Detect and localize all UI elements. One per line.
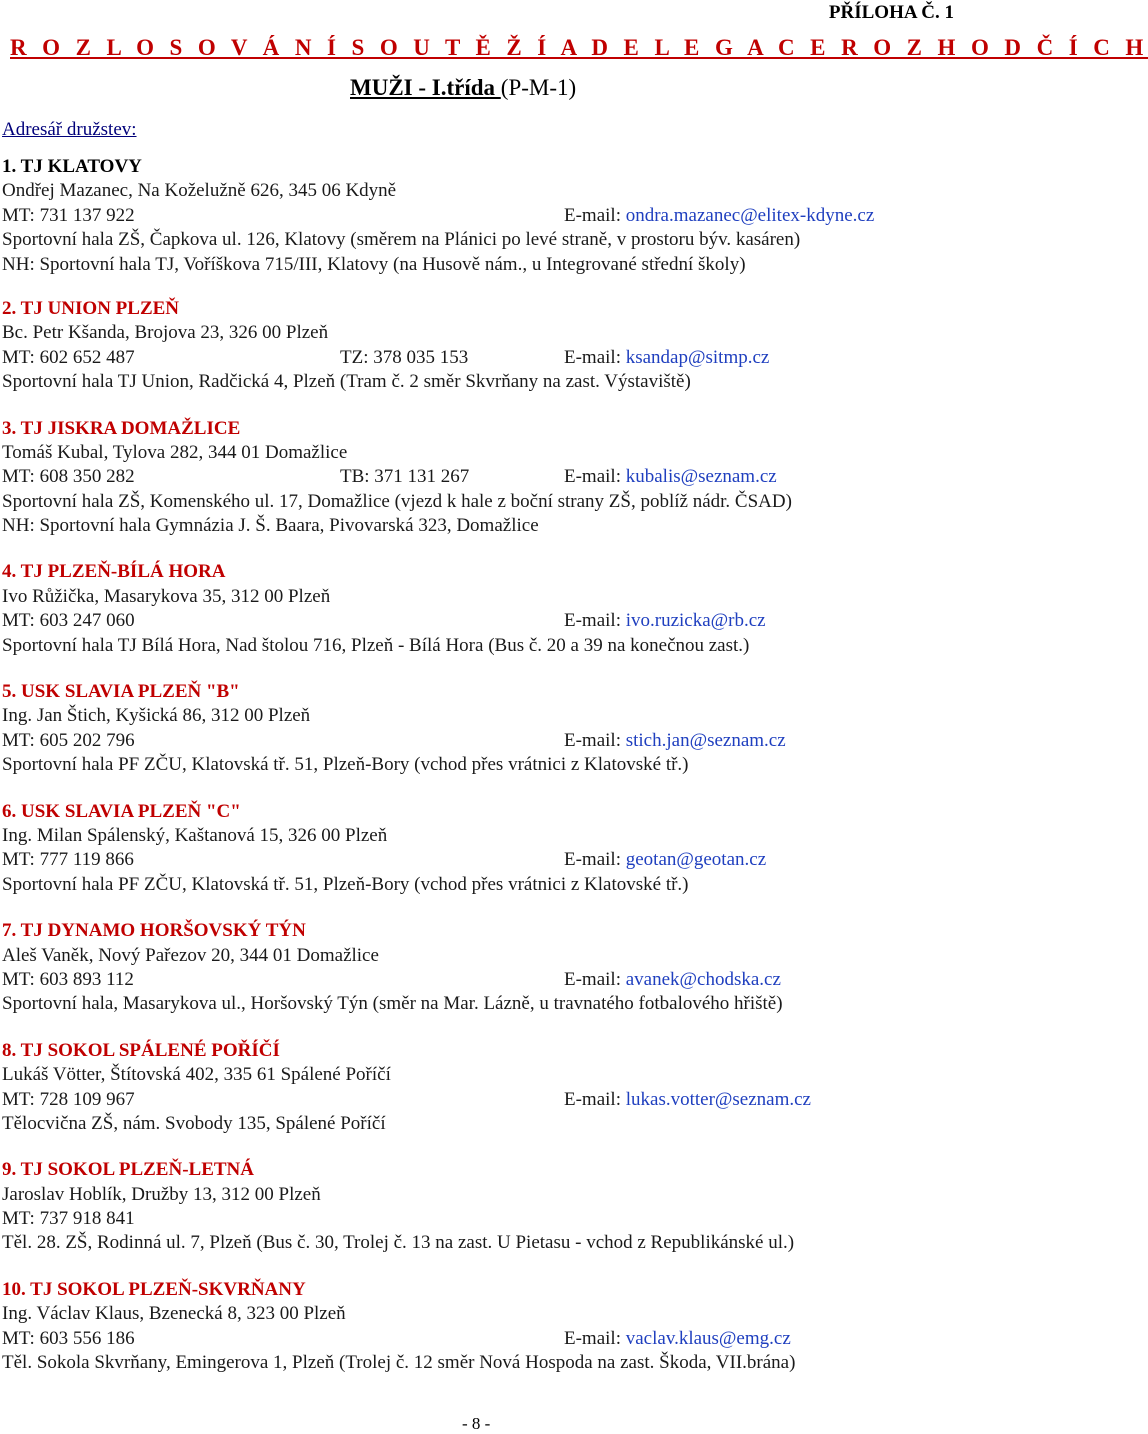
email-link[interactable]: avanek@chodska.cz [625,968,781,990]
email-link[interactable]: ivo.ruzicka@rb.cz [625,610,766,632]
club-entry [2,560,952,658]
email-label: E-mail: [564,466,621,488]
club-entry [2,417,952,539]
club-contact: Lukáš Vötter, Štítovská 402, 335 61 Spálené Poříčí [2,1064,391,1086]
club-name: 6. USK SLAVIA PLZEŇ "C" [2,800,241,822]
club-entry [2,919,952,1017]
club-name: 10. TJ SOKOL PLZEŇ-SKVRŇANY [2,1278,306,1300]
email-link[interactable]: ksandap@sitmp.cz [625,346,770,368]
email-link[interactable]: kubalis@seznam.cz [625,466,777,488]
club-name: 9. TJ SOKOL PLZEŇ-LETNÁ [2,1159,254,1181]
address-book-label: Adresář družstev: [2,119,137,140]
club-phone-row [2,1088,952,1112]
club-venue: Sportovní hala TJ Bílá Hora, Nad štolou 716, Plzeň - Bílá Hora (Bus č. 20 a 39 na konečnou zast.) [2,634,750,656]
club-phone-row [2,1327,952,1351]
club-entry [2,155,952,277]
club-alt-venue: NH: Sportovní hala TJ, Voříškova 715/III, Klatovy (na Husově nám., u Integrované střední školy) [2,253,746,275]
mobile-phone: MT: 603 556 186 [2,1327,135,1349]
club-venue: Sportovní hala ZŠ, Čapkova ul. 126, Klatovy (směrem na Plánici po levé straně, v prostoru býv. kasáren) [2,229,801,251]
email-field [564,1327,791,1351]
club-phone-row [2,465,952,489]
mobile-phone: MT: 603 893 112 [2,968,134,990]
email-label: E-mail: [564,729,621,751]
mobile-phone: MT: 737 918 841 [2,1208,135,1230]
email-label: E-mail: [564,204,621,226]
club-entry [2,1278,952,1376]
email-field [564,848,766,872]
secondary-phone: TB: 371 131 267 [340,466,470,488]
club-venue: Sportovní hala ZŠ, Komenského ul. 17, Domažlice (vjezd k hale z boční strany ZŠ, poblíž nádr. ČSAD) [2,490,792,512]
club-venue: Těl. 28. ZŠ, Rodinná ul. 7, Plzeň (Bus č. 30, Trolej č. 13 na zast. U Pietasu - vchod z Republikánské ul.) [2,1232,795,1254]
email-link[interactable]: geotan@geotan.cz [625,849,767,871]
mobile-phone: MT: 728 109 967 [2,1088,135,1110]
email-label: E-mail: [564,968,621,990]
club-phone-row [2,729,952,753]
club-phone-row [2,346,952,370]
club-name: 3. TJ JISKRA DOMAŽLICE [2,417,241,439]
competition-name: MUŽI - I.třída [350,75,501,100]
email-field [564,1088,811,1112]
email-link[interactable]: lukas.votter@seznam.cz [625,1088,811,1110]
club-venue: Sportovní hala, Masarykova ul., Horšovský Týn (směr na Mar. Lázně, u travnatého fotbalového hřiště) [2,993,783,1015]
club-phone-row [2,848,952,872]
mobile-phone: MT: 608 350 282 [2,466,135,488]
email-field [564,465,777,489]
club-contact: Jaroslav Hoblík, Družby 13, 312 00 Plzeň [2,1183,321,1205]
club-name: 8. TJ SOKOL SPÁLENÉ POŘÍČÍ [2,1039,280,1061]
club-name: 2. TJ UNION PLZEŇ [2,297,180,319]
club-entry [2,1039,952,1137]
document-title: R O Z L O S O V Á N Í S O U T Ě Ž Í A D E L E G A C E R O Z H O D Č Í C H [10,35,1148,60]
email-field [564,204,874,228]
club-contact: Tomáš Kubal, Tylova 282, 344 01 Domažlice [2,441,348,463]
secondary-phone: TZ: 378 035 153 [340,346,469,368]
club-venue: Těl. Sokola Skvrňany, Emingerova 1, Plzeň (Trolej č. 12 směr Nová Hospoda na zast. Škoda, VII.brána) [2,1352,796,1374]
email-link[interactable]: vaclav.klaus@emg.cz [625,1327,791,1349]
club-contact: Bc. Petr Kšanda, Brojova 23, 326 00 Plzeň [2,322,329,344]
mobile-phone: MT: 777 119 866 [2,849,134,871]
email-label: E-mail: [564,1088,621,1110]
club-contact: Ing. Václav Klaus, Bzenecká 8, 323 00 Plzeň [2,1303,346,1325]
club-contact: Ondřej Mazanec, Na Koželužně 626, 345 06 Kdyně [2,180,397,202]
club-contact: Ivo Růžička, Masarykova 35, 312 00 Plzeň [2,585,331,607]
email-label: E-mail: [564,346,621,368]
club-venue: Sportovní hala TJ Union, Radčická 4, Plzeň (Tram č. 2 směr Skvrňany na zast. Výstaviště) [2,371,691,393]
club-alt-venue: NH: Sportovní hala Gymnázia J. Š. Baara, Pivovarská 323, Domažlice [2,515,539,537]
club-venue: Sportovní hala PF ZČU, Klatovská tř. 51, Plzeň-Bory (vchod přes vrátnici z Klatovské tř.) [2,873,689,895]
email-link[interactable]: ondra.mazanec@elitex-kdyne.cz [625,204,875,226]
mobile-phone: MT: 605 202 796 [2,729,135,751]
mobile-phone: MT: 602 652 487 [2,346,135,368]
email-field [564,346,769,370]
email-field [564,729,786,753]
email-label: E-mail: [564,610,621,632]
club-phone-row [2,1207,952,1231]
mobile-phone: MT: 731 137 922 [2,204,135,226]
club-entry [2,800,952,898]
club-contact: Ing. Milan Spálenský, Kaštanová 15, 326 00 Plzeň [2,824,388,846]
club-phone-row [2,609,952,633]
club-name: 4. TJ PLZEŇ-BÍLÁ HORA [2,561,226,583]
email-label: E-mail: [564,849,621,871]
club-entry [2,1158,952,1256]
club-contact: Ing. Jan Štich, Kyšická 86, 312 00 Plzeň [2,705,311,727]
club-directory [2,155,952,1397]
club-name: 1. TJ KLATOVY [2,156,142,177]
club-phone-row [2,968,952,992]
club-name: 7. TJ DYNAMO HORŠOVSKÝ TÝN [2,920,306,942]
mobile-phone: MT: 603 247 060 [2,610,135,632]
page-number: - 8 - [462,1414,491,1433]
club-entry [2,297,952,395]
appendix-label: PŘÍLOHA Č. 1 [828,2,954,23]
club-name: 5. USK SLAVIA PLZEŇ "B" [2,681,240,703]
email-label: E-mail: [564,1327,621,1349]
club-contact: Aleš Vaněk, Nový Pařezov 20, 344 01 Domažlice [2,944,379,966]
club-venue: Sportovní hala PF ZČU, Klatovská tř. 51, Plzeň-Bory (vchod přes vrátnici z Klatovské tř.) [2,754,689,776]
competition-subtitle [350,74,576,102]
email-link[interactable]: stich.jan@seznam.cz [625,729,786,751]
club-entry [2,680,952,778]
email-field [564,609,766,633]
club-venue: Tělocvična ZŠ, nám. Svobody 135, Spálené Poříčí [2,1112,386,1134]
competition-code: (P-M-1) [500,75,577,100]
club-phone-row [2,204,952,228]
email-field [564,968,781,992]
